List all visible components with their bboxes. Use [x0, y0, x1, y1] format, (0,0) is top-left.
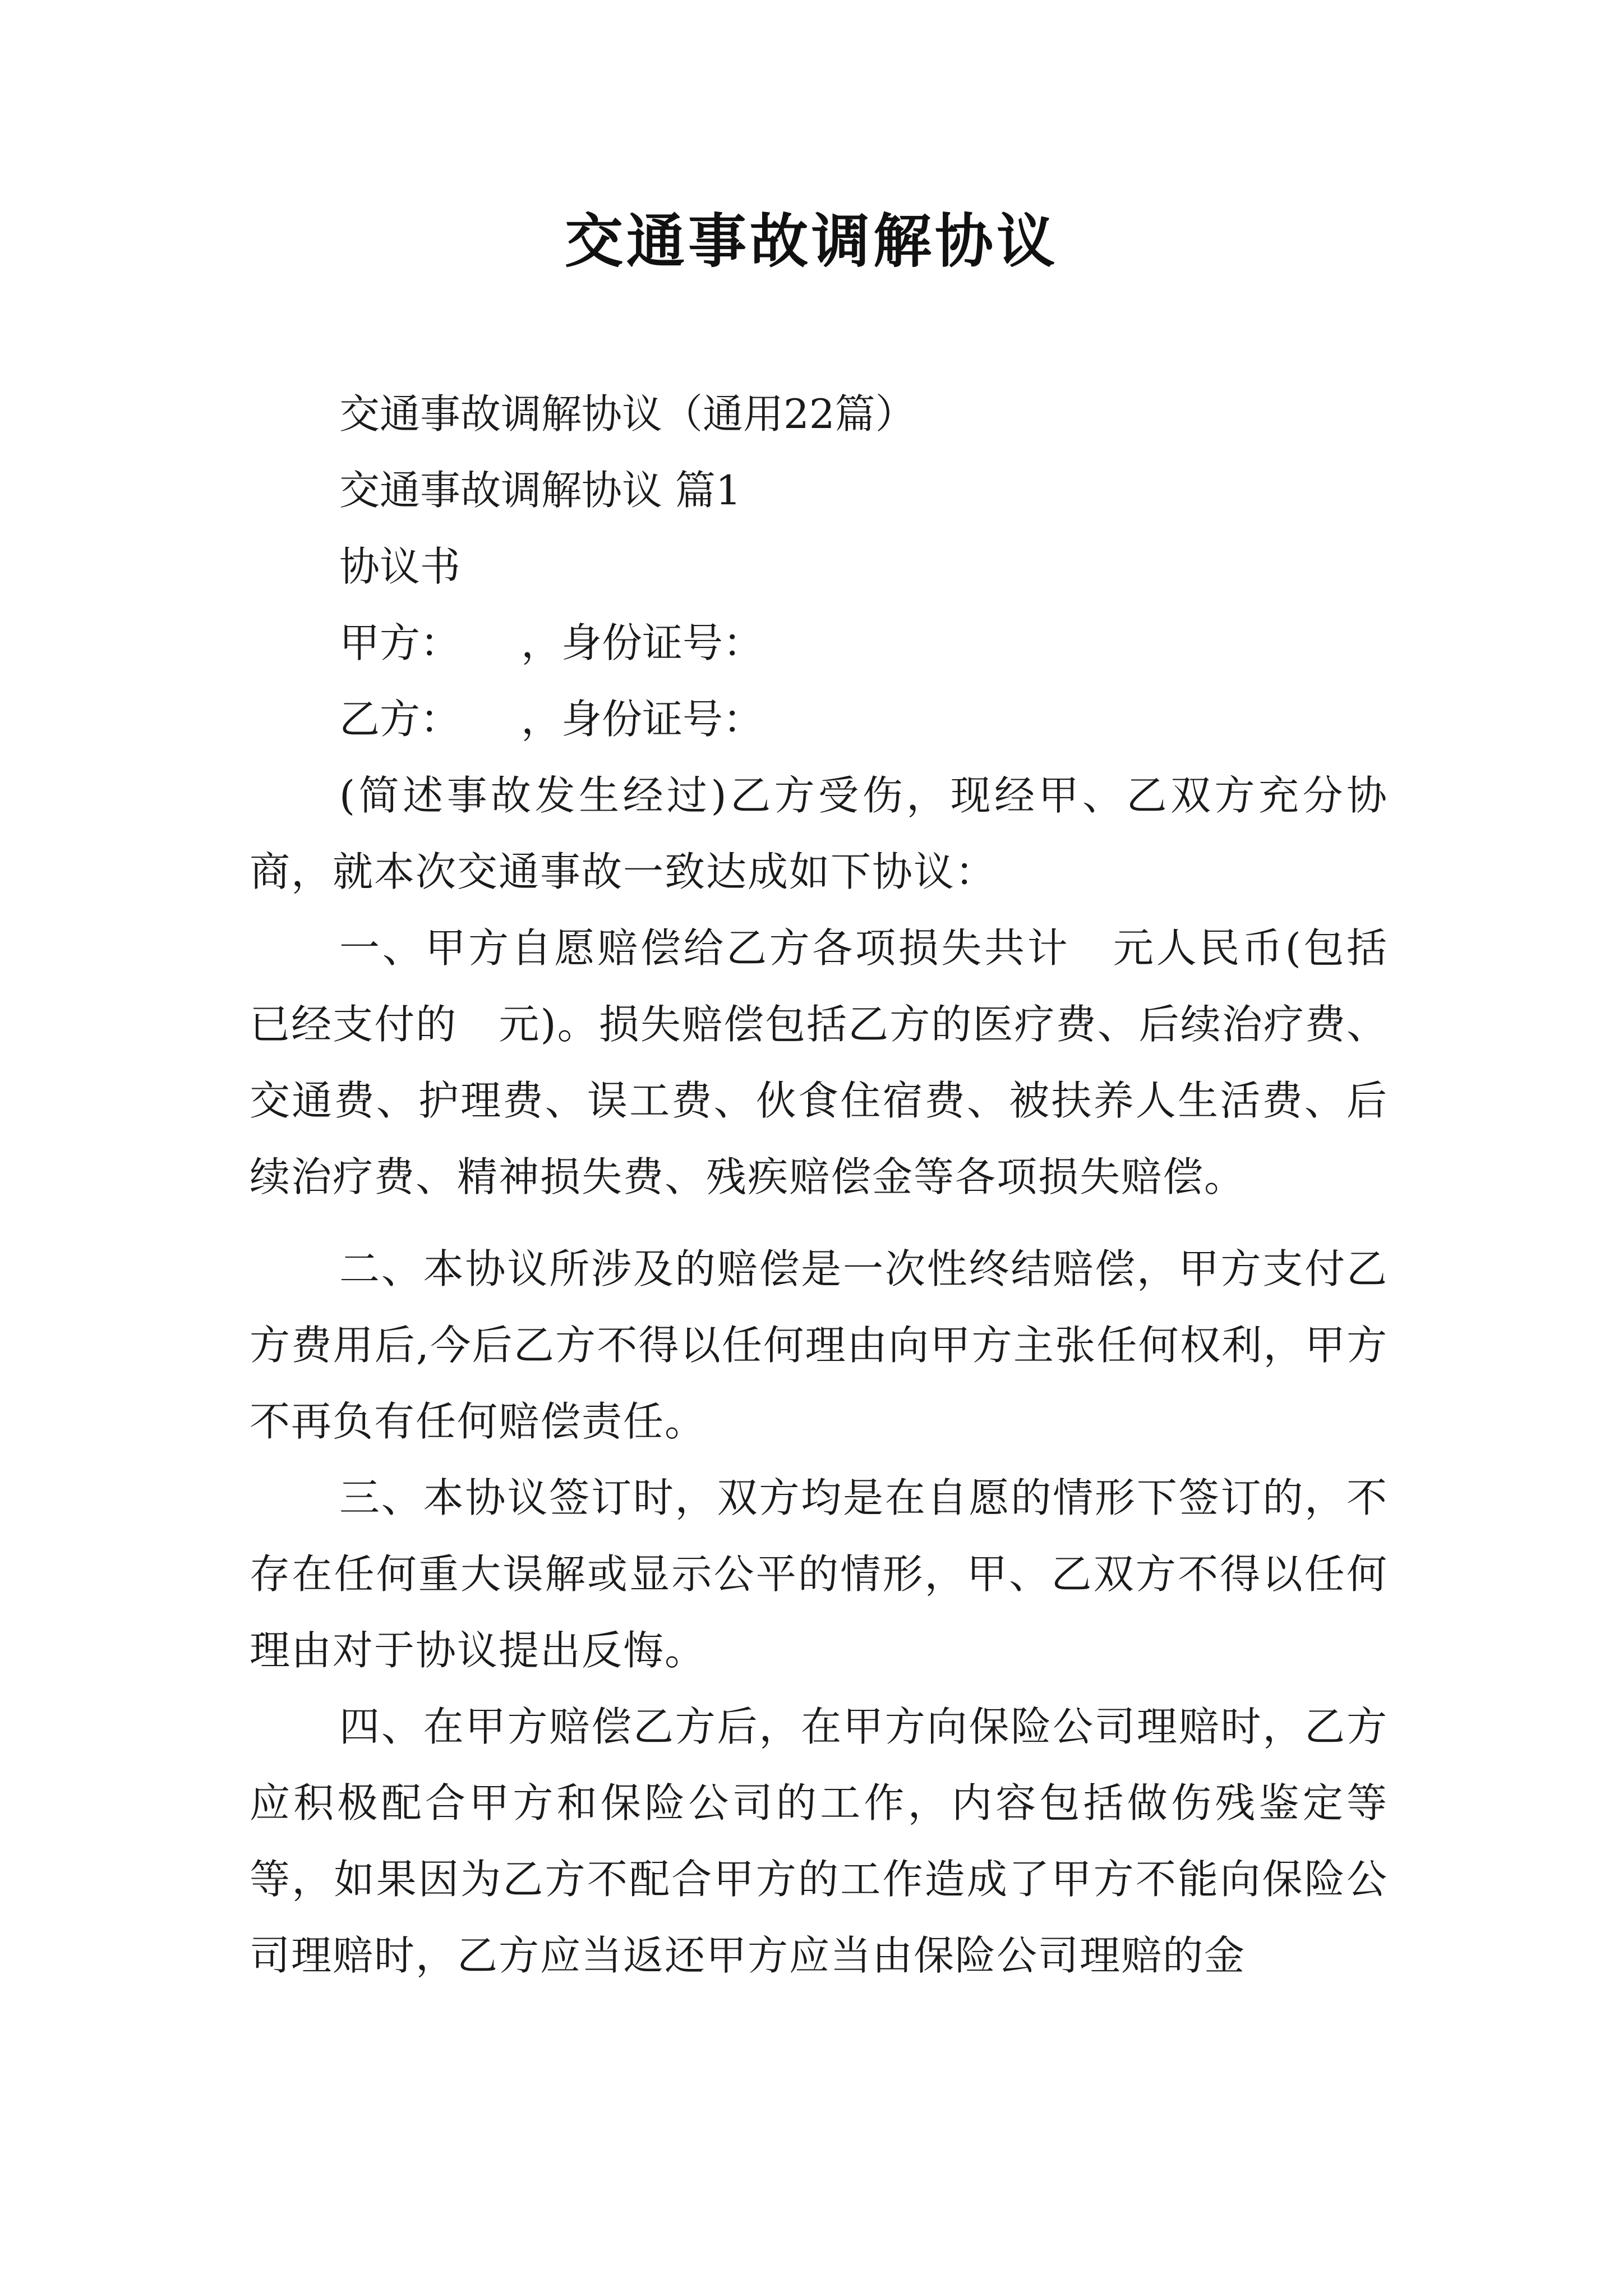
doc-type-label: 协议书 [339, 543, 461, 590]
clause-4-paragraph: 四、在甲方赔偿乙方后，在甲方向保险公司理赔时，乙方应积极配合甲方和保险公司的工作，内容包括做伤残鉴定等等，如果因为乙方不配合甲方的工作造成了甲方不能向保险公司理赔时，乙方应当返还甲方应当由保险公司理赔的金 [250, 1703, 1388, 1979]
intro-paragraph: (简述事故发生经过)乙方受伤，现经甲、乙双方充分协商，就本次交通事故一致达成如下协议： [250, 772, 1388, 895]
document-title: 交通事故调解协议 [564, 206, 1058, 275]
document-subtitle: 交通事故调解协议（通用22篇） [339, 390, 916, 438]
section-heading: 交通事故调解协议 篇1 [339, 467, 741, 514]
party-b-line: 乙方： ，身份证号： [339, 696, 764, 743]
document-body [250, 376, 1388, 1994]
paragraph-gap [250, 1215, 1388, 1231]
clause-2-paragraph: 二、本协议所涉及的赔偿是一次性终结赔偿，甲方支付乙方费用后,今后乙方不得以任何理由向甲方主张任何权利，甲方不再负有任何赔偿责任。 [250, 1245, 1388, 1445]
clause-1-paragraph: 一、甲方自愿赔偿给乙方各项损失共计 元人民币(包括已经支付的 元)。损失赔偿包括乙方的医疗费、后续治疗费、交通费、护理费、误工费、伙食住宿费、被扶养人生活费、后续治疗费、精神损失费、残疾赔偿金等各项损失赔偿。 [250, 924, 1388, 1200]
clause-3-paragraph: 三、本协议签订时，双方均是在自愿的情形下签订的，不存在任何重大误解或显示公平的情形，甲、乙双方不得以任何理由对于协议提出反悔。 [250, 1474, 1388, 1674]
party-a-line: 甲方： ，身份证号： [339, 619, 764, 666]
